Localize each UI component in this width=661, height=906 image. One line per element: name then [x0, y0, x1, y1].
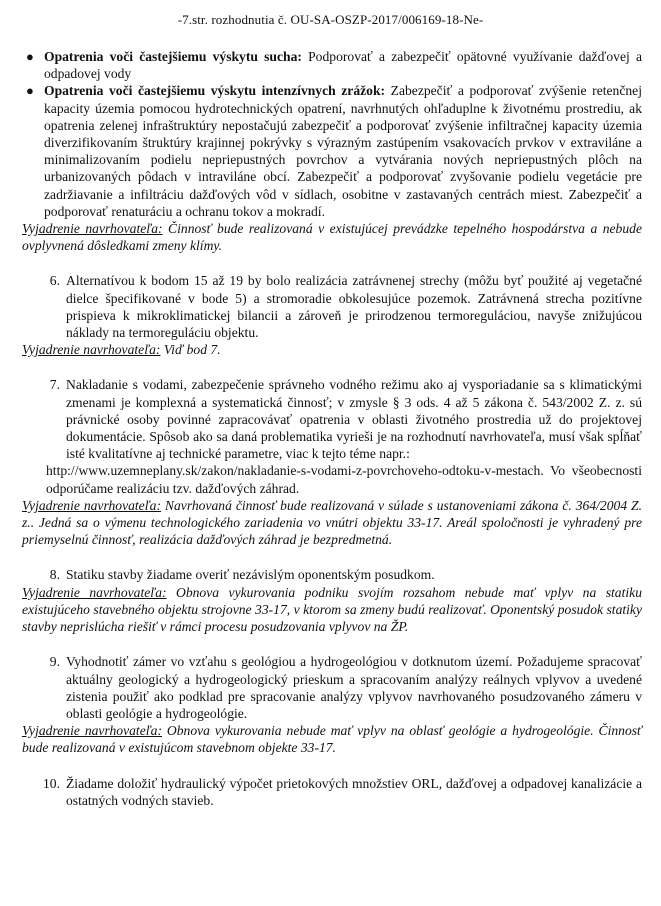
item-10	[22, 775, 642, 809]
bullet-rainfall	[22, 82, 642, 220]
item-8	[22, 566, 642, 583]
response-item-9	[22, 722, 642, 756]
item-text: Nakladanie s vodami, zabezpečenie správneho vodného režimu ako aj vysporiadanie sa s klimatickými zmenami je komplexná a systematická činnosť; v zmysle § 3 ods. 4 až 5 zákona č. 543/2002 Z. z. sú právnické osoby povinné zapracovávať opatrenia v oblasti životného prostredia už do projektovej dokumentácie. Spôsob ako sa daná problematika vyrieši je na rozhodnutí navrhovateľa, musí však spĺňať isté kvalitatívne aj technické parametre, viac k tejto téme napr.:	[66, 377, 642, 462]
bullet-dot-icon: ●	[26, 83, 34, 99]
bullet-drought	[22, 48, 642, 82]
item-text: Vyhodnotiť zámer vo vzťahu s geológiou a hydrogeológiou v dotknutom území. Požadujeme spracovať aktuálny geologický a hydrogeologický prieskum a spracovaním analýzy reálnych vplyvov a uvedené zistenia použiť ako podklad pre spracovanie analýzy vplyvov navrhovaného posudzovaného zámeru v oblasti geológie a hydrogeológie.	[66, 654, 642, 721]
item-7	[22, 376, 642, 462]
bullet-heading: Opatrenia voči častejšiemu výskytu sucha:	[44, 49, 302, 64]
response-label: Vyjadrenie navrhovateľa:	[22, 584, 167, 600]
response-label: Vyjadrenie navrhovateľa:	[22, 723, 162, 739]
response-text: Činnosť bude realizovaná v existujúcej prevádzke tepelného hospodárstva a nebude ovplyvnená dôsledkami zmeny klímy.	[22, 221, 642, 254]
response-label: Vyjadrenie navrhovateľa:	[22, 497, 161, 513]
response-text: Navrhovaná činnosť bude realizovaná v súlade s ustanoveniami zákona č. 364/2004 Z. z.. Jedná sa o výmenu technologického zariadenia vo vnútri objektu 33-17. Areál spoločnosti je vyhradený pre priemyselnú činnosť, realizácia dažďových záhrad je bezpredmetná.	[22, 497, 642, 548]
response-label: Vyjadrenie navrhovateľa:	[22, 221, 163, 237]
document-body	[22, 48, 642, 809]
page-header: -7.str. rozhodnutia č. OU-SA-OSZP-2017/006169-18-Ne-	[177, 12, 484, 27]
item-number: 8.	[49, 567, 60, 583]
response-text: Obnova vykurovania podniku svojím rozsahom nebude mať vplyv na statiku existujúceho stavebného objektu strojovne 33-17, v ktorom sa zmeny budú realizovať. Oponentský posudok statiky stavby neprislúcha riešiť v rámci procesu posudzovania vplyvov na ŽP.	[22, 584, 642, 635]
bullet-paragraph	[44, 82, 642, 220]
response-text: Viď bod 7.	[160, 342, 221, 358]
item-number: 6.	[49, 273, 60, 289]
item-6	[22, 272, 642, 341]
item-number: 10.	[43, 775, 60, 791]
response-text: Obnova vykurovania nebude mať vplyv na oblasť geológie a hydrogeológie. Činnosť bude realizovaná v existujúcom stavebnom objekte 33-17.	[22, 723, 642, 756]
item-text: Žiadame doložiť hydraulický výpočet prietokových množstiev ORL, dažďovej a odpadovej kanalizácie a ostatných vodných stavieb.	[66, 775, 642, 808]
item-7-url: http://www.uzemneplany.sk/zakon/nakladanie-s-vodami-z-povrchoveho-odtoku-v-mestach. Vo všeobecnosti odporúčame realizáciu tzv. dažďových záhrad.	[46, 463, 642, 496]
response-item-6	[22, 341, 642, 358]
item-text: Statiku stavby žiadame overiť nezávislým oponentským posudkom.	[66, 567, 435, 583]
bullet-text: Podporovať a zabezpečiť opätovné využívanie dažďovej a odpadovej vody	[44, 49, 643, 82]
response-item-8	[22, 584, 642, 636]
response-bullets	[22, 220, 642, 254]
bullet-paragraph	[44, 48, 642, 82]
bullet-dot-icon: ●	[26, 49, 34, 64]
bullet-text: Zabezpečiť a podporovať zvýšenie retenčnej kapacity územia pomocou hydrotechnických opatrení, navrhnutých ohľaduplne k životnému prostrediu, ak opatrenia zelenej infraštruktúry nepostačujú zabezpečiť a podporovať zvýšenie infiltračnej kapacity územia diverzifikovaním štruktúry krajinnej pokrývky s výrazným zastúpením vsakovacích prvkov v extraviláne a minimalizovaním podielu nepriepustných povrchov a vytvárania nových nepriepustných plôch na urbanizovaných pôdach v intraviláne obcí. Zabezpečiť a podporovať zvyšovanie podielu vegetácie pre zadržiavanie a infiltráciu dažďových vôd v sídlach, osobitne v zastavaných centrách miest. Zabezpečiť a podporovať renaturáciu a ochranu tokov a mokradí.	[44, 83, 642, 219]
item-9	[22, 653, 642, 722]
item-number: 9.	[49, 654, 60, 670]
response-label: Vyjadrenie navrhovateľa:	[22, 342, 161, 358]
response-item-7	[22, 497, 642, 549]
bullet-heading: Opatrenia voči častejšiemu výskytu intenzívnych zrážok:	[44, 83, 386, 99]
item-number: 7.	[49, 377, 60, 393]
item-text: Alternatívou k bodom 15 až 19 by bolo realizácia zatrávnenej strechy (môžu byť použité aj vegetačné dielce špecifikované v bode 5) a stromoradie obkolesujúce pozemok. Zatrávnená strecha pozitívne prispieva k mikroklimatickej bilancii a zároveň je prirodzenou termoreguláciou, navyše znižujúcou náklady na termoreguláciu objektu.	[66, 273, 642, 341]
